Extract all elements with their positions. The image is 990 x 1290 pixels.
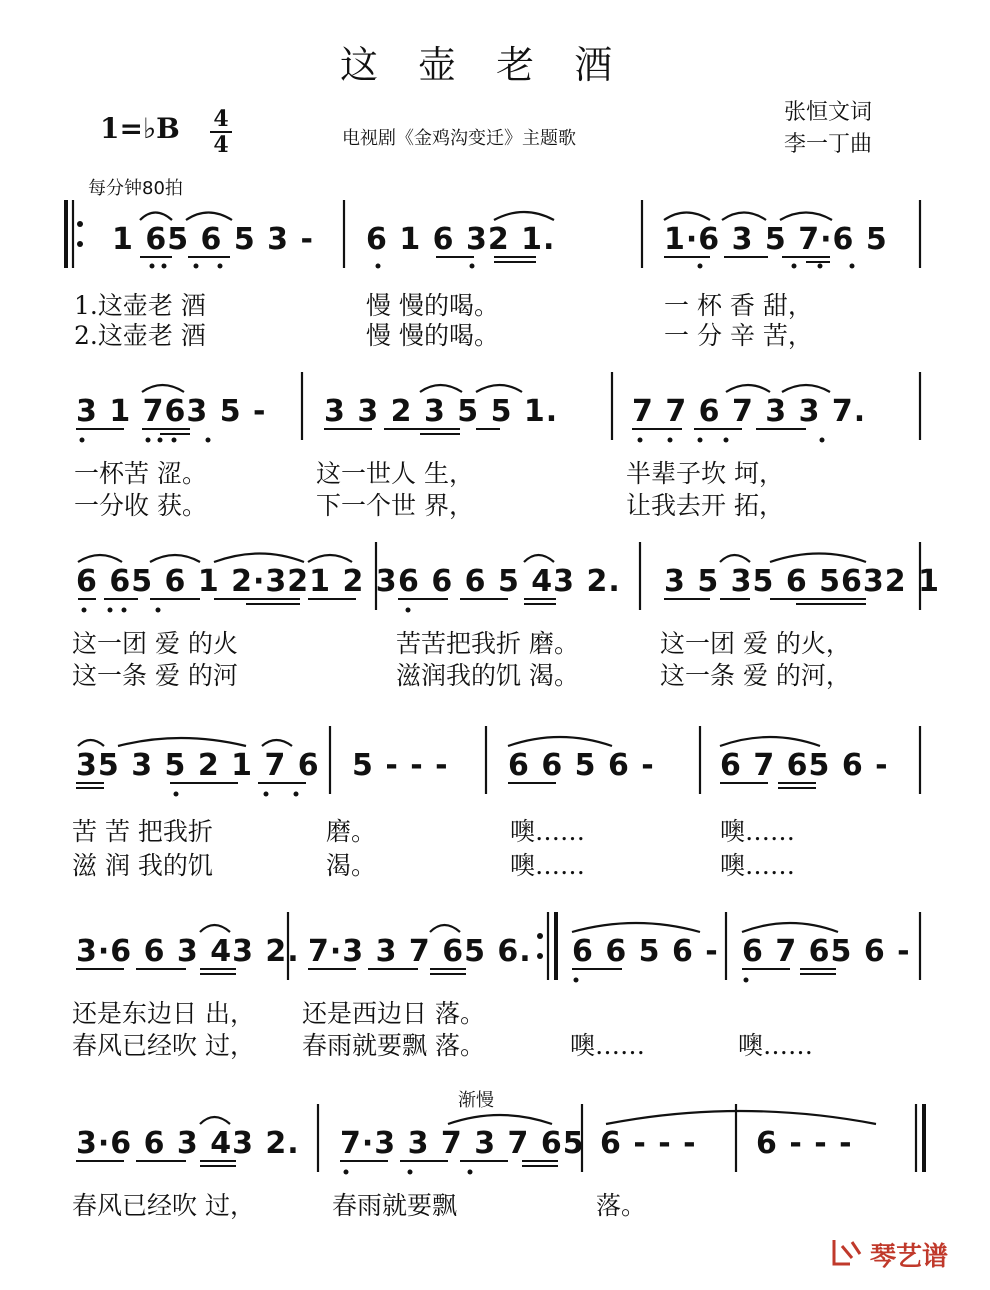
lyric-verse-2: 滋 润 我的饥 (72, 851, 213, 880)
lyric-verse-2: 噢…… (738, 1031, 814, 1060)
lyric-verse-1: 还是东边日 出， (72, 999, 255, 1028)
lyric-verse-2: 噢…… (570, 1031, 646, 1060)
measure: 1·6 3 5 7·6 5 (664, 222, 888, 257)
key-signature: 1=♭B (100, 112, 180, 145)
meter-top: 4 (213, 106, 229, 132)
lyric-verse-1: 苦苦把我折 磨。 (396, 629, 579, 658)
composer-credit: 李一丁曲 (784, 132, 873, 157)
logo-text: 琴艺谱 (870, 1242, 949, 1272)
lyric-verse-2: 噢…… (720, 851, 796, 880)
lyric-verse-2: 让我去开 拓， (626, 491, 784, 520)
lyric-verse-1: 慢 慢的喝。 (366, 291, 499, 320)
lyric-verse-1: 还是西边日 落。 (302, 999, 485, 1028)
lyric-verse-2: 春风已经吹 过， (72, 1031, 255, 1060)
lyric-verse-2: 噢…… (510, 851, 586, 880)
measure: 7·3 3 7 65 6. (308, 934, 532, 969)
lyricist-credit: 张恒文词 (784, 100, 873, 125)
measure: 3·6 6 3 43 2. (76, 934, 300, 969)
lyric-verse-2: 一 分 辛 苦， (664, 321, 813, 350)
lyric-verse-2: 一分收 获。 (74, 491, 207, 520)
tempo-marking: 每分钟80拍 (88, 178, 183, 199)
measure: 7·3 3 7 3 7 65 (340, 1126, 585, 1161)
measure: 6 7 65 6 - (720, 748, 889, 783)
measure: 3·6 6 3 43 2. (76, 1126, 300, 1161)
lyric-verse-1: 这一团 爱 的火 (72, 629, 238, 658)
measure: 6 - - - (756, 1126, 853, 1161)
lyric-verse-2: 慢 慢的喝。 (366, 321, 499, 350)
measure: 6 65 6 1 2·321 2 3 (76, 564, 398, 599)
lyric-verse-1: 半辈子坎 坷， (626, 459, 784, 488)
lyric-verse-1: 噢…… (510, 817, 586, 846)
subtitle: 电视剧《金鸡沟变迁》主题歌 (342, 128, 576, 149)
lyric-verse-1: 春风已经吹 过， (72, 1191, 255, 1220)
measure: 6 6 6 5 43 2. (398, 564, 621, 599)
measure: 5 - - - (352, 748, 449, 783)
measure: 6 7 65 6 - (742, 934, 911, 969)
measure: 6 6 5 6 - (508, 748, 655, 783)
logo-mark-icon (830, 1236, 866, 1268)
lyric-verse-1: 磨。 (326, 817, 377, 846)
lyric-verse-1: 1.这壶老 酒 (74, 291, 206, 320)
lyric-verse-1: 噢…… (720, 817, 796, 846)
lyric-verse-2: 这一条 爱 的河， (660, 661, 851, 690)
measure: 3 1 763 5 - (76, 394, 267, 429)
lyric-verse-2: 渴。 (326, 851, 377, 880)
lyric-verse-2: 这一条 爱 的河 (72, 661, 238, 690)
meter-bottom: 4 (213, 132, 229, 158)
lyric-verse-1: 这一团 爱 的火， (660, 629, 851, 658)
lyric-verse-2: 滋润我的饥 渴。 (396, 661, 579, 690)
measure: 6 - - - (600, 1126, 697, 1161)
measure: 3 3 2 3 5 5 1. (324, 394, 559, 429)
lyric-verse-1: 一杯苦 涩。 (74, 459, 207, 488)
lyric-verse-1: 春雨就要飘 (332, 1191, 458, 1220)
lyric-verse-2: 下一个世 界， (316, 491, 474, 520)
lyric-verse-1: 苦 苦 把我折 (72, 817, 213, 846)
measure: 6 6 5 6 - (572, 934, 719, 969)
lyric-verse-1: 这一世人 生， (316, 459, 474, 488)
rit-marking: 渐慢 (458, 1090, 494, 1111)
measure: 7 7 6 7 3 3 7. (632, 394, 867, 429)
site-logo (830, 1232, 970, 1272)
measure: 1 65 6 5 3 - (112, 222, 314, 257)
measure: 6 1 6 32 1. (366, 222, 556, 257)
lyric-verse-2: 2.这壶老 酒 (74, 321, 206, 350)
measure: 3 5 35 6 5632 1 (664, 564, 940, 599)
lyric-verse-2: 春雨就要飘 落。 (302, 1031, 485, 1060)
lyric-verse-1: 一 杯 香 甜， (664, 291, 813, 320)
page-title: 这 壶 老 酒 (340, 43, 627, 87)
measure: 35 3 5 2 1 7 6 (76, 748, 320, 783)
lyric-verse-1: 落。 (596, 1191, 647, 1220)
